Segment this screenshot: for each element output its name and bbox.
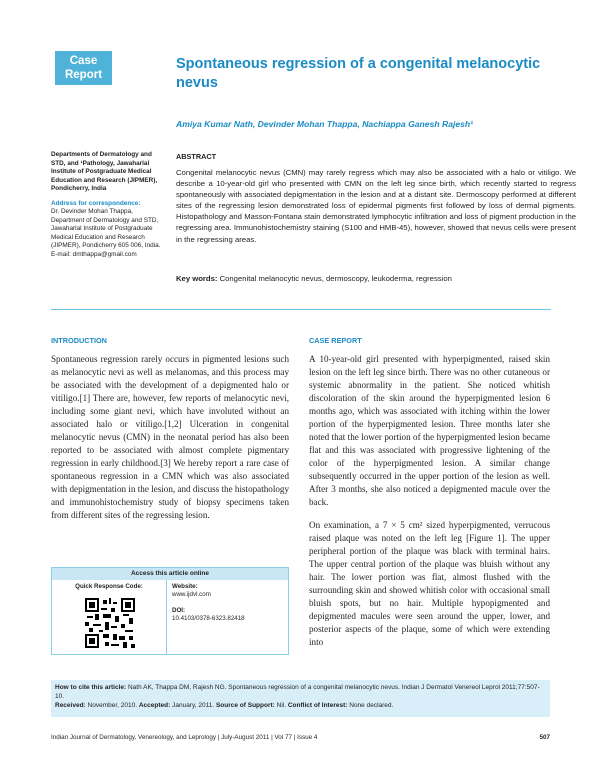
support-label: Source of Support: (215, 702, 275, 709)
accepted-label: Accepted: (138, 702, 171, 709)
keywords-text: Congenital melanocytic nevus, dermoscopy, leukoderma, regression (219, 274, 452, 283)
keywords (176, 274, 576, 283)
conflict-value: None declared. (349, 702, 394, 709)
access-details (172, 583, 286, 623)
qr-section (52, 580, 167, 654)
citation-text: Nath AK, Thappa DM, Rajesh NG. Spontaneous regression of a congenital melanocytic nevus. Indian J Dermatol Venereol Leprol 2011;77:507-10. (55, 684, 540, 700)
history-line (55, 701, 546, 710)
website-label: Website: (172, 583, 198, 590)
correspondence-address: Dr. Devinder Mohan Thappa, Department of Dermatology and STD, Jawaharlal Institute of Postgraduate Medical Education and Research (JIPMER), Pondicherry 605 006, India. (51, 208, 161, 249)
access-heading: Access this article online (52, 568, 288, 580)
journal-info: Indian Journal of Dermatology, Venereology, and Leprology | July-August 2011 | Vol 77 | Issue 4 (51, 734, 318, 741)
author-list: Amiya Kumar Nath, Devinder Mohan Thappa, Nachiappa Ganesh Rajesh¹ (176, 119, 474, 129)
section-divider (51, 309, 551, 310)
citation-box (51, 680, 550, 717)
qr-code-icon (85, 598, 135, 648)
page-footer (51, 734, 550, 741)
website-link[interactable]: www.ijdvl.com (172, 591, 211, 598)
doi-label: DOI: (172, 607, 186, 614)
introduction-text (51, 353, 289, 522)
keywords-label: Key words: (176, 274, 218, 283)
citation-line (55, 683, 546, 701)
article-title: Spontaneous regression of a congenital melanocytic nevus (176, 56, 541, 91)
introduction-paragraph: Spontaneous regression rarely occurs in pigmented lesions such as melanocytic nevi as well as melanomas, and this process may be associated with the development of a depigmented halo or vitiligo.[1] There are, however, few reports of melanocytic nevi, including some giant nevi, which have involuted without an associated halo or vitiligo.[1,2] Ulceration in congenital melanocytic nevus (CMN) in the neonatal period has also been reported to be associated with almost complete pigmentary regression in early childhood.[3] We hereby report a rare case of spontaneous regression in a CMN which was also associated with depigmentation in the lesion, and discuss the histopathology and immunohistochemistry study of biopsy specimens taken from different sites of the regressing lesion. (51, 354, 289, 520)
case-report-text (309, 353, 550, 649)
affiliation-departments: Departments of Dermatology and STD, and ¹Pathology, Jawaharlal Institute of Postgraduate Medical Education and Research (JIPMER), Pondicherry, India (51, 151, 158, 192)
abstract-heading: ABSTRACT (176, 152, 217, 161)
accepted-value: January, 2011. (172, 702, 215, 709)
received-label: Received: (55, 702, 86, 709)
qr-label: Quick Response Code: (75, 583, 143, 590)
access-online-box (51, 567, 289, 655)
case-report-heading: CASE REPORT (309, 336, 362, 345)
support-value: Nil. (276, 702, 287, 709)
doi-value[interactable]: 10.4103/0378-6323.82418 (172, 615, 245, 622)
citation-label: How to cite this article: (55, 684, 127, 691)
correspondence-email: E-mail: dmthappa@gmail.com (51, 250, 137, 258)
badge-line-1: Case (69, 55, 98, 67)
page-number: 507 (539, 734, 550, 741)
case-report-paragraph-1: A 10-year-old girl presented with hyperpigmented, raised skin lesion on the left leg since birth. There was no other cutaneous or systemic abnormality in the patient. She noticed whitish discoloration of the skin around the hyperpigmented lesion 6 months ago, which was associated with itching within the lower portion of the hyperpigmented lesion. Three months later she noted that the lower portion of the hyperpigmented lesion became flat and this was associated with progressive lightening of the color of the hyperpigmented lesion. A similar change subsequently occurred in the upper portion of the lesion as well. After 3 months, she also noticed a depigmented macule over the back. (309, 354, 550, 507)
received-value: November, 2010. (87, 702, 138, 709)
badge-line-2: Report (64, 69, 103, 81)
introduction-heading: INTRODUCTION (51, 336, 107, 345)
abstract-text: Congenital melanocytic nevus (CMN) may rarely regress which may also be associated with a halo or vitiligo. We describe a 10-year-old girl who presented with CMN on the left leg since birth, which recently started to regress spontaneously with associated depigmentation in the lesion and at a distant site. Dermoscopy performed at different sites of the regressing lesion demonstrated loss of epidermal pigments first followed by loss of dermal pigments. Histopathology and Masson-Fontana stain demonstrated lymphocytic infiltration and loss of pigment production in the regressing area. Immunohistochemistry staining (S100 and HMB-45), however, showed that nevus cells were present in the regressing areas. (176, 168, 576, 244)
case-report-paragraph-2: On examination, a 7 × 5 cm² sized hyperpigmented, verrucous raised plaque was noted on the left leg [Figure 1]. The upper peripheral portion of the plaque was black with terminal hairs. The upper central portion of the plaque was bluish without any hair. The lower portion was flat, almost flushed with the surrounding skin and showed whitish color with occasional small bluish spots, but no hair. Multiple hypopigmented and depigmented macules were seen around the upper, lower, and posterior aspects of the plaque, some of which were extending into (309, 520, 550, 647)
article-type-badge (55, 51, 112, 85)
conflict-label: Conflict of Interest: (287, 702, 348, 709)
correspondence-heading: Address for correspondence: (51, 199, 141, 207)
affiliation-block (51, 151, 166, 259)
